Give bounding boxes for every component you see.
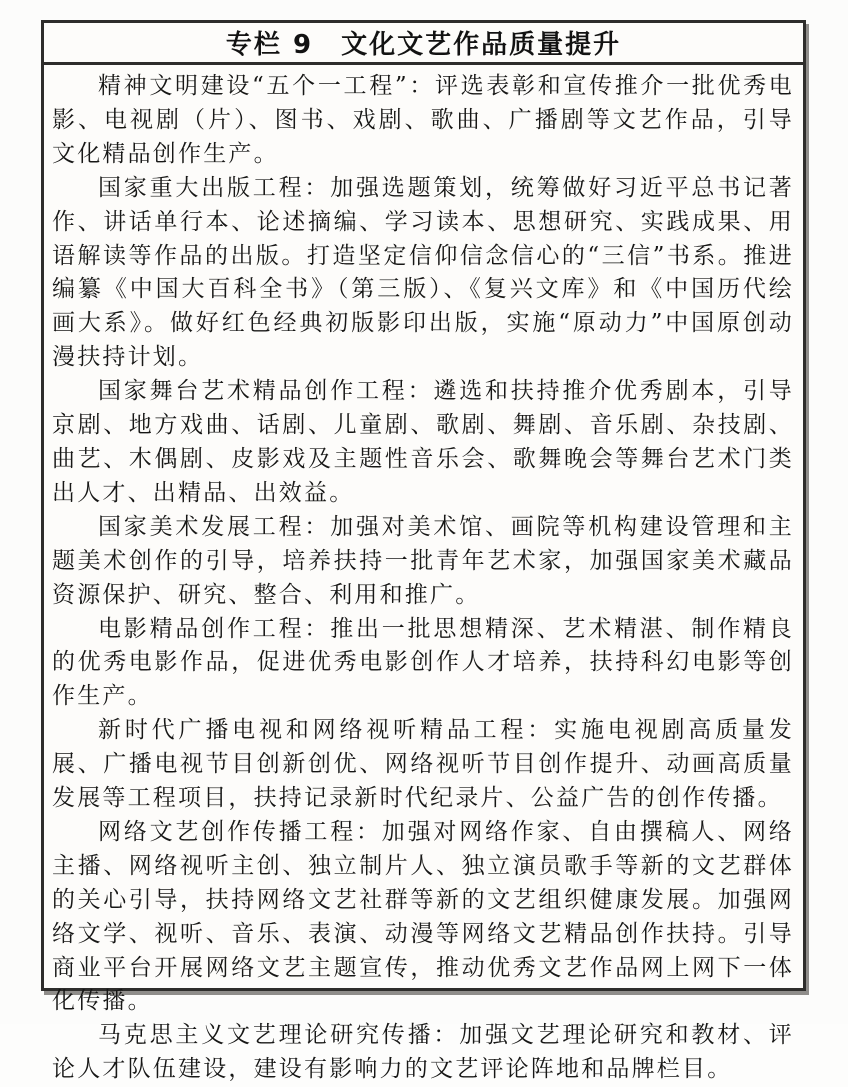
paragraph-film-project: 电影精品创作工程：推出一批思想精深、艺术精湛、制作精良的优秀电影作品，促进优秀电影创作人才培养，扶持科幻电影等创作生产。 [52,615,794,710]
paragraph-online-literature-project: 网络文艺创作传播工程：加强对网络作家、自由撰稿人、网络主播、网络视听主创、独立制片人、独立演员歌手等新的文艺群体的关心引导，扶持网络文艺社群等新的文艺组织健康发展。加强网络文学、视听、音乐、表演、动漫等网络文艺精品创作扶持。引导商业平台开展网络文艺主题宣传，推动优秀文艺作品网上网下一体化传播。 [52,818,794,1015]
paragraph-national-publishing-project: 国家重大出版工程：加强选题策划，统筹做好习近平总书记著作、讲话单行本、论述摘编、学习读本、思想研究、实践成果、用语解读等作品的出版。打造坚定信仰信念信心的“三信”书系。推进编纂《中国大百科全书》（第三版）、《复兴文库》和《中国历代绘画大系》。做好红色经典初版影印出版，实施“原动力”中国原创动漫扶持计划。 [52,174,794,371]
paragraph-fine-arts-project: 国家美术发展工程：加强对美术馆、画院等机构建设管理和主题美术创作的引导，培养扶持一批青年艺术家，加强国家美术藏品资源保护、研究、整合、利用和推广。 [52,513,794,608]
panel-title: 专栏 9 文化文艺作品质量提升 [225,30,622,60]
paragraph-broadcast-network-project: 新时代广播电视和网络视听精品工程：实施电视剧高质量发展、广播电视节目创新创优、网络视听节目创作提升、动画高质量发展等工程项目，扶持记录新时代纪录片、公益广告的创作传播。 [52,717,794,812]
panel-header [44,23,803,65]
panel-body [44,65,803,1087]
column-box-panel [41,20,806,1083]
paragraph-stage-art-project: 国家舞台艺术精品创作工程：遴选和扶持推介优秀剧本，引导京剧、地方戏曲、话剧、儿童剧、歌剧、舞剧、音乐剧、杂技剧、曲艺、木偶剧、皮影戏及主题性音乐会、歌舞晚会等舞台艺术门类出人才、出精品、出效益。 [52,378,794,506]
paragraph-marxist-theory-project: 马克思主义文艺理论研究传播：加强文艺理论研究和教材、评论人才队伍建设，建设有影响力的文艺评论阵地和品牌栏目。 [52,1022,794,1083]
paragraph-five-one-project: 精神文明建设“五个一工程”：评选表彰和宣传推介一批优秀电影、电视剧（片）、图书、戏剧、歌曲、广播剧等文艺作品，引导文化精品创作生产。 [52,73,794,167]
